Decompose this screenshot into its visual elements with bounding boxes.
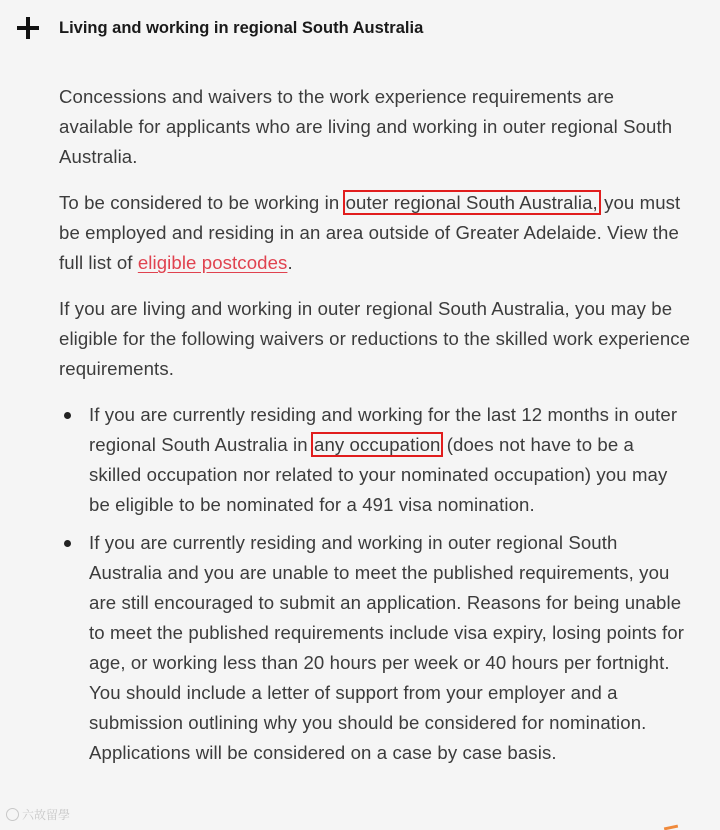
waiver-list [59, 400, 691, 768]
bullet-icon [64, 540, 71, 547]
highlighted-term-any-occupation: any occupation [314, 434, 441, 455]
watermark [6, 806, 70, 823]
definition-text-middle: you must be employed and residing in an area outside of Greater Adelaide. View the full list of [59, 192, 681, 273]
watermark-text: 六故留學 [22, 808, 71, 822]
bullet2-text: If you are currently residing and working in outer regional South Australia and you are unable to meet the published requirements, you are still encouraged to submit an application. Reasons for being unable to meet the published requirements include visa expiry, losing points for age, or working less than 20 hours per week or 40 hours per fortnight. You should include a letter of support from your employer and a submission outlining why you should be considered for nomination. Applications will be considered on a case by case basis. [89, 532, 685, 763]
accordion-toggle[interactable] [0, 0, 720, 56]
accordion-content [59, 82, 691, 776]
definition-text-start: To be considered to be working in [59, 192, 345, 213]
list-item [59, 400, 691, 520]
eligible-postcodes-link[interactable]: eligible postcodes [137, 252, 288, 273]
highlighted-term-outer-regional: outer regional South Australia, [345, 192, 598, 213]
eligibility-paragraph: If you are living and working in outer regional South Australia, you may be eligible for the following waivers or reductions to the skilled work experience requirements. [59, 298, 691, 379]
accordion-title[interactable]: Living and working in regional South Australia [59, 19, 424, 37]
decorative-mark [664, 825, 678, 830]
definition-text-end: . [287, 252, 293, 273]
list-item [59, 528, 691, 768]
bullet1-text-start: If you are currently residing and working for the last 12 months in outer regional South Australia in [89, 404, 678, 455]
watermark-icon [6, 808, 19, 821]
definition-paragraph [59, 188, 691, 278]
bullet-icon [64, 412, 71, 419]
intro-paragraph: Concessions and waivers to the work experience requirements are available for applicants who are living and working in outer regional South Australia. [59, 86, 673, 167]
plus-icon[interactable] [17, 17, 39, 39]
bullet1-text-end: (does not have to be a skilled occupation nor related to your nominated occupation) you may be eligible to be nominated for a 491 visa nomination. [89, 434, 668, 515]
